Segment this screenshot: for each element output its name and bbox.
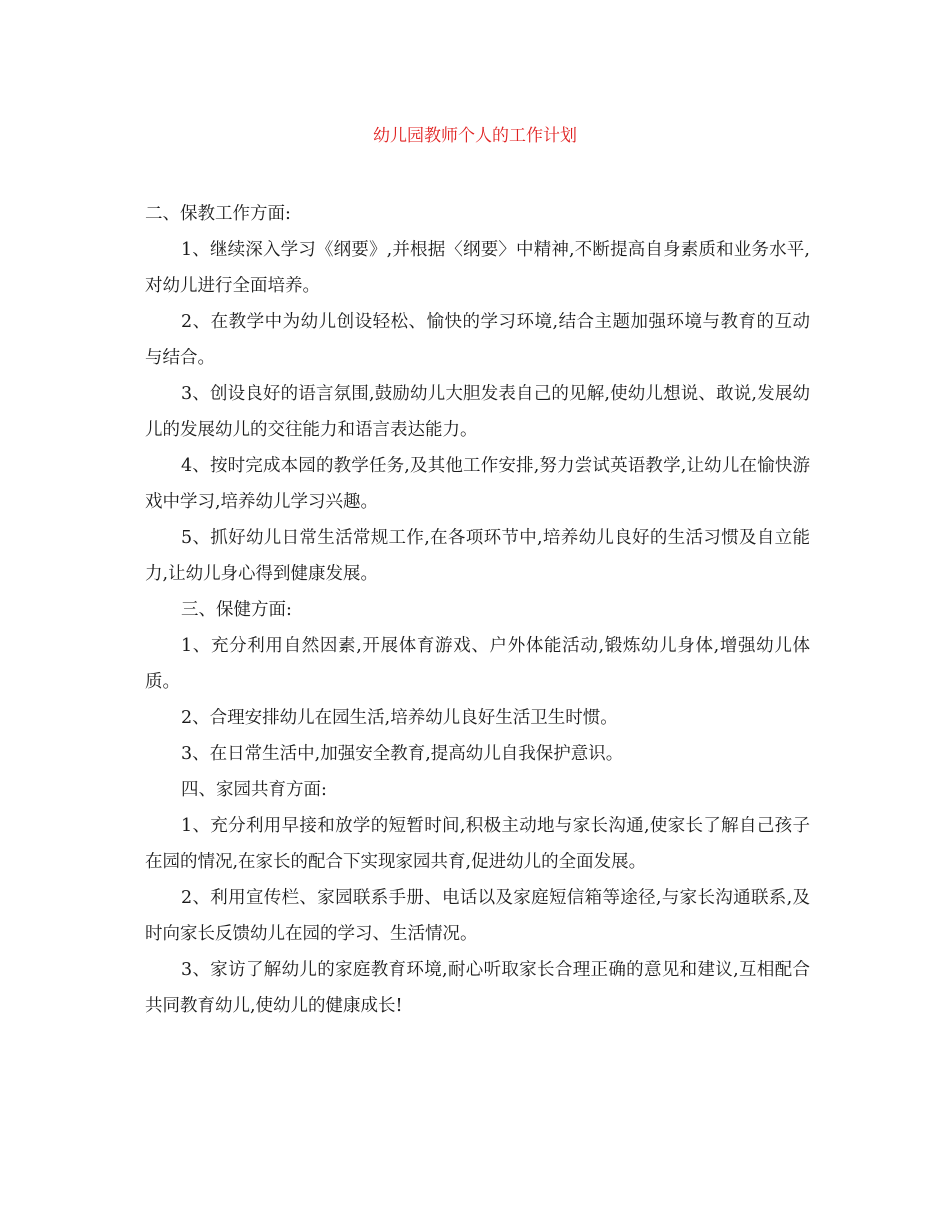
paragraph: 1、充分利用自然因素,开展体育游戏、户外体能活动,锻炼幼儿身体,增强幼儿体质。 <box>145 636 810 692</box>
paragraph: 1、继续深入学习《纲要》,并根据〈纲要〉中精神,不断提高自身素质和业务水平,对幼儿进行全面培养。 <box>145 240 810 296</box>
paragraph: 5、抓好幼儿日常生活常规工作,在各项环节中,培养幼儿良好的生活习惯及自立能力,让幼儿身心得到健康发展。 <box>145 528 810 584</box>
paragraph: 2、合理安排幼儿在园生活,培养幼儿良好生活卫生时惯。 <box>181 708 618 728</box>
paragraph: 1、充分利用早接和放学的短暂时间,积极主动地与家长沟通,使家长了解自己孩子在园的情况,在家长的配合下实现家园共育,促进幼儿的全面发展。 <box>145 816 810 872</box>
paragraph: 2、利用宣传栏、家园联系手册、电话以及家庭短信箱等途径,与家长沟通联系,及时向家长反馈幼儿在园的学习、生活情况。 <box>145 888 810 944</box>
section-heading-3: 三、保健方面: <box>181 600 292 620</box>
section-heading-2: 二、保教工作方面: <box>145 204 291 224</box>
document-title: 幼儿园教师个人的工作计划 <box>373 126 577 146</box>
paragraph: 3、创设良好的语言氛围,鼓励幼儿大胆发表自己的见解,使幼儿想说、敢说,发展幼儿的发展幼儿的交往能力和语言表达能力。 <box>145 384 810 440</box>
paragraph: 3、在日常生活中,加强安全教育,提高幼儿自我保护意识。 <box>181 744 624 764</box>
paragraph: 2、在教学中为幼儿创设轻松、愉快的学习环境,结合主题加强环境与教育的互动与结合。 <box>145 312 810 368</box>
section-heading-4: 四、家园共育方面: <box>181 780 327 800</box>
document-body <box>145 196 810 1024</box>
paragraph: 3、家访了解幼儿的家庭教育环境,耐心听取家长合理正确的意见和建议,互相配合共同教育幼儿,使幼儿的健康成长! <box>145 960 810 1016</box>
paragraph: 4、按时完成本园的教学任务,及其他工作安排,努力尝试英语教学,让幼儿在愉快游戏中学习,培养幼儿学习兴趣。 <box>145 456 810 512</box>
